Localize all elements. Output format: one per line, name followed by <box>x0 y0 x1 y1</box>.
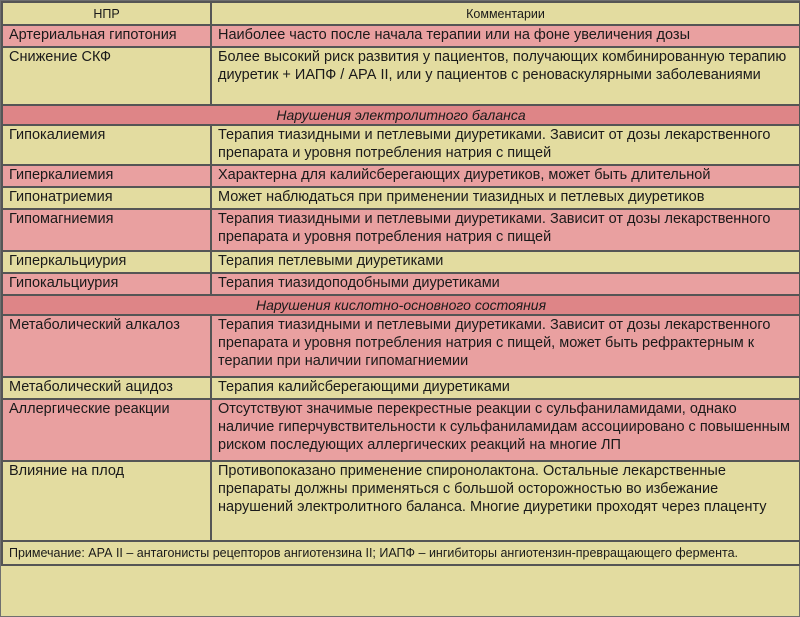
row-name: Гипокалиемия <box>2 125 211 165</box>
table-row <box>2 125 800 165</box>
row-name: Гипомагниемия <box>2 209 211 251</box>
section-title: Нарушения электролитного баланса <box>2 105 800 125</box>
row-name: Гипонатриемия <box>2 187 211 209</box>
row-comment: Терапия тиазидными и петлевыми диуретиками. Зависит от дозы лекарственного препарата и уровня потребления натрия с пищей <box>211 209 800 251</box>
table-row <box>2 25 800 47</box>
row-name: Метаболический ацидоз <box>2 377 211 399</box>
table-row <box>2 251 800 273</box>
note-row <box>2 541 800 565</box>
row-name: Влияние на плод <box>2 461 211 541</box>
table-note: Примечание: АРА II – антагонисты рецепторов ангиотензина II; ИАПФ – ингибиторы ангиотензин-превращающего фермента. <box>2 541 800 565</box>
table-row <box>2 461 800 541</box>
section-header <box>2 295 800 315</box>
adverse-reactions-table <box>1 1 800 566</box>
table-row <box>2 187 800 209</box>
row-comment: Терапия тиазидоподобными диуретиками <box>211 273 800 295</box>
header-npr: НПР <box>2 2 211 25</box>
row-name: Гиперкалиемия <box>2 165 211 187</box>
table-row <box>2 209 800 251</box>
row-name: Аллергические реакции <box>2 399 211 461</box>
row-name: Метаболический алкалоз <box>2 315 211 377</box>
table-row <box>2 377 800 399</box>
header-comments: Комментарии <box>211 2 800 25</box>
row-comment: Более высокий риск развития у пациентов, получающих комбинированную терапию диуретик + ИАПФ / АРА II, или у пациентов с реноваскулярными заболеваниями <box>211 47 800 105</box>
table-row <box>2 399 800 461</box>
table-row <box>2 165 800 187</box>
row-comment: Терапия калийсберегающими диуретиками <box>211 377 800 399</box>
row-name: Снижение СКФ <box>2 47 211 105</box>
table-row <box>2 273 800 295</box>
table-row <box>2 47 800 105</box>
row-name: Артериальная гипотония <box>2 25 211 47</box>
row-comment: Может наблюдаться при применении тиазидных и петлевых диуретиков <box>211 187 800 209</box>
row-name: Гиперкальциурия <box>2 251 211 273</box>
row-comment: Отсутствуют значимые перекрестные реакции с сульфаниламидами, однако наличие гиперчувствительности к сульфаниламидам ассоциировано с повышенным риском последующих аллергических реакций на многие ЛП <box>211 399 800 461</box>
section-title: Нарушения кислотно-основного состояния <box>2 295 800 315</box>
row-name: Гипокальциурия <box>2 273 211 295</box>
section-header <box>2 105 800 125</box>
table-row <box>2 315 800 377</box>
row-comment: Характерна для калийсберегающих диуретиков, может быть длительной <box>211 165 800 187</box>
row-comment: Противопоказано применение спиронолактона. Остальные лекарственные препараты должны применяться с большой осторожностью во избежание нарушений электролитного баланса. Многие диуретики проходят через плаценту <box>211 461 800 541</box>
row-comment: Терапия тиазидными и петлевыми диуретиками. Зависит от дозы лекарственного препарата и уровня потребления натрия с пищей, может быть рефрактерным к терапии при наличии гипомагниемии <box>211 315 800 377</box>
row-comment: Наиболее часто после начала терапии или на фоне увеличения дозы <box>211 25 800 47</box>
table-header-row <box>2 2 800 25</box>
row-comment: Терапия тиазидными и петлевыми диуретиками. Зависит от дозы лекарственного препарата и уровня потребления натрия с пищей <box>211 125 800 165</box>
row-comment: Терапия петлевыми диуретиками <box>211 251 800 273</box>
